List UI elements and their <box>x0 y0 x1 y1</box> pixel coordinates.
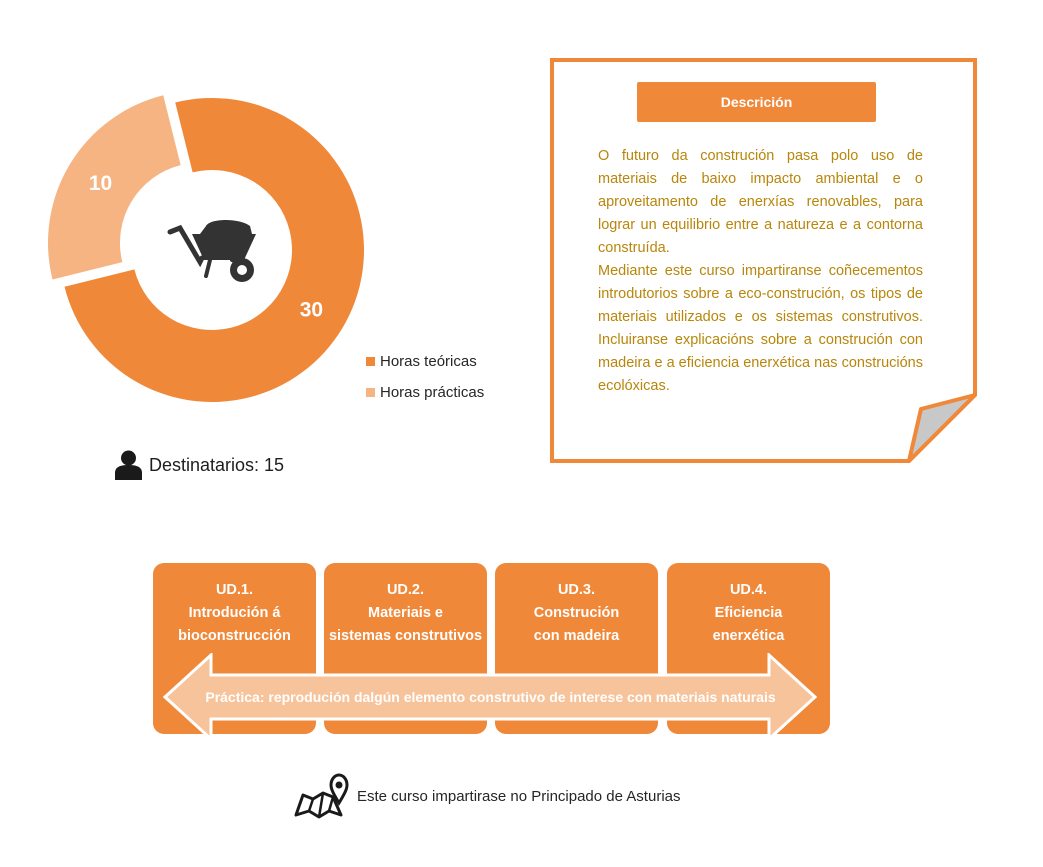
unit-title-line: Eficiencia <box>714 605 783 621</box>
unit-title-line: con madeira <box>533 628 620 644</box>
wheelbarrow-icon <box>170 220 256 282</box>
unit-code: UD.4. <box>729 582 768 598</box>
unit-code: UD.3. <box>557 582 596 598</box>
legend-item-practicas <box>366 377 484 408</box>
description-paragraph: Mediante este curso impartiranse coñecementos introdutorios sobre a eco-construción, os tipos de materiais utilizados e os sistemas construtivos. Incluiranse explicacións sobre a construción con madeira e a eficiencia enerxética nas construcións ecolóxicas. <box>598 263 923 394</box>
map-pin-icon <box>293 773 349 819</box>
legend-swatch <box>366 388 375 397</box>
practice-text: Práctica: reprodución dalgún elemento construtivo de interese con materiais naturais <box>205 689 776 705</box>
unit-title-line: sistemas construtivos <box>328 628 483 644</box>
legend-label: Horas teóricas <box>380 353 477 370</box>
data-label: 10 <box>88 172 113 196</box>
unit-code: UD.1. <box>215 582 254 598</box>
legend-swatch <box>366 357 375 366</box>
unit-title-line: bioconstrucción <box>178 628 291 644</box>
location-text: Este curso impartirase no Principado de Asturias <box>357 787 681 805</box>
chart-legend <box>366 346 484 408</box>
unit-title-line: Construción <box>533 605 620 621</box>
description-title: Descrición <box>637 82 876 122</box>
donut-chart <box>0 0 420 420</box>
destinatarios <box>114 450 284 480</box>
unit-code: UD.2. <box>386 582 425 598</box>
legend-label: Horas prácticas <box>380 384 485 401</box>
unit-title-line: enerxética <box>712 628 785 644</box>
location-line <box>293 773 681 819</box>
unit-title-line: Materiais e <box>368 605 443 621</box>
data-label: 30 <box>299 298 324 322</box>
person-icon <box>114 450 143 480</box>
unit-title-line: Introdución á <box>188 605 281 621</box>
description-text <box>598 145 923 398</box>
legend-item-teoricas <box>366 346 484 377</box>
destinatarios-label: Destinatarios: 15 <box>149 454 285 475</box>
description-paragraph: O futuro da construción pasa polo uso de materiais de baixo impacto ambiental e o aproveitamento de enerxías renovables, para lograr un equilibrio entre a natureza e a contorna construída. <box>598 148 923 256</box>
donut-slice <box>48 95 181 279</box>
